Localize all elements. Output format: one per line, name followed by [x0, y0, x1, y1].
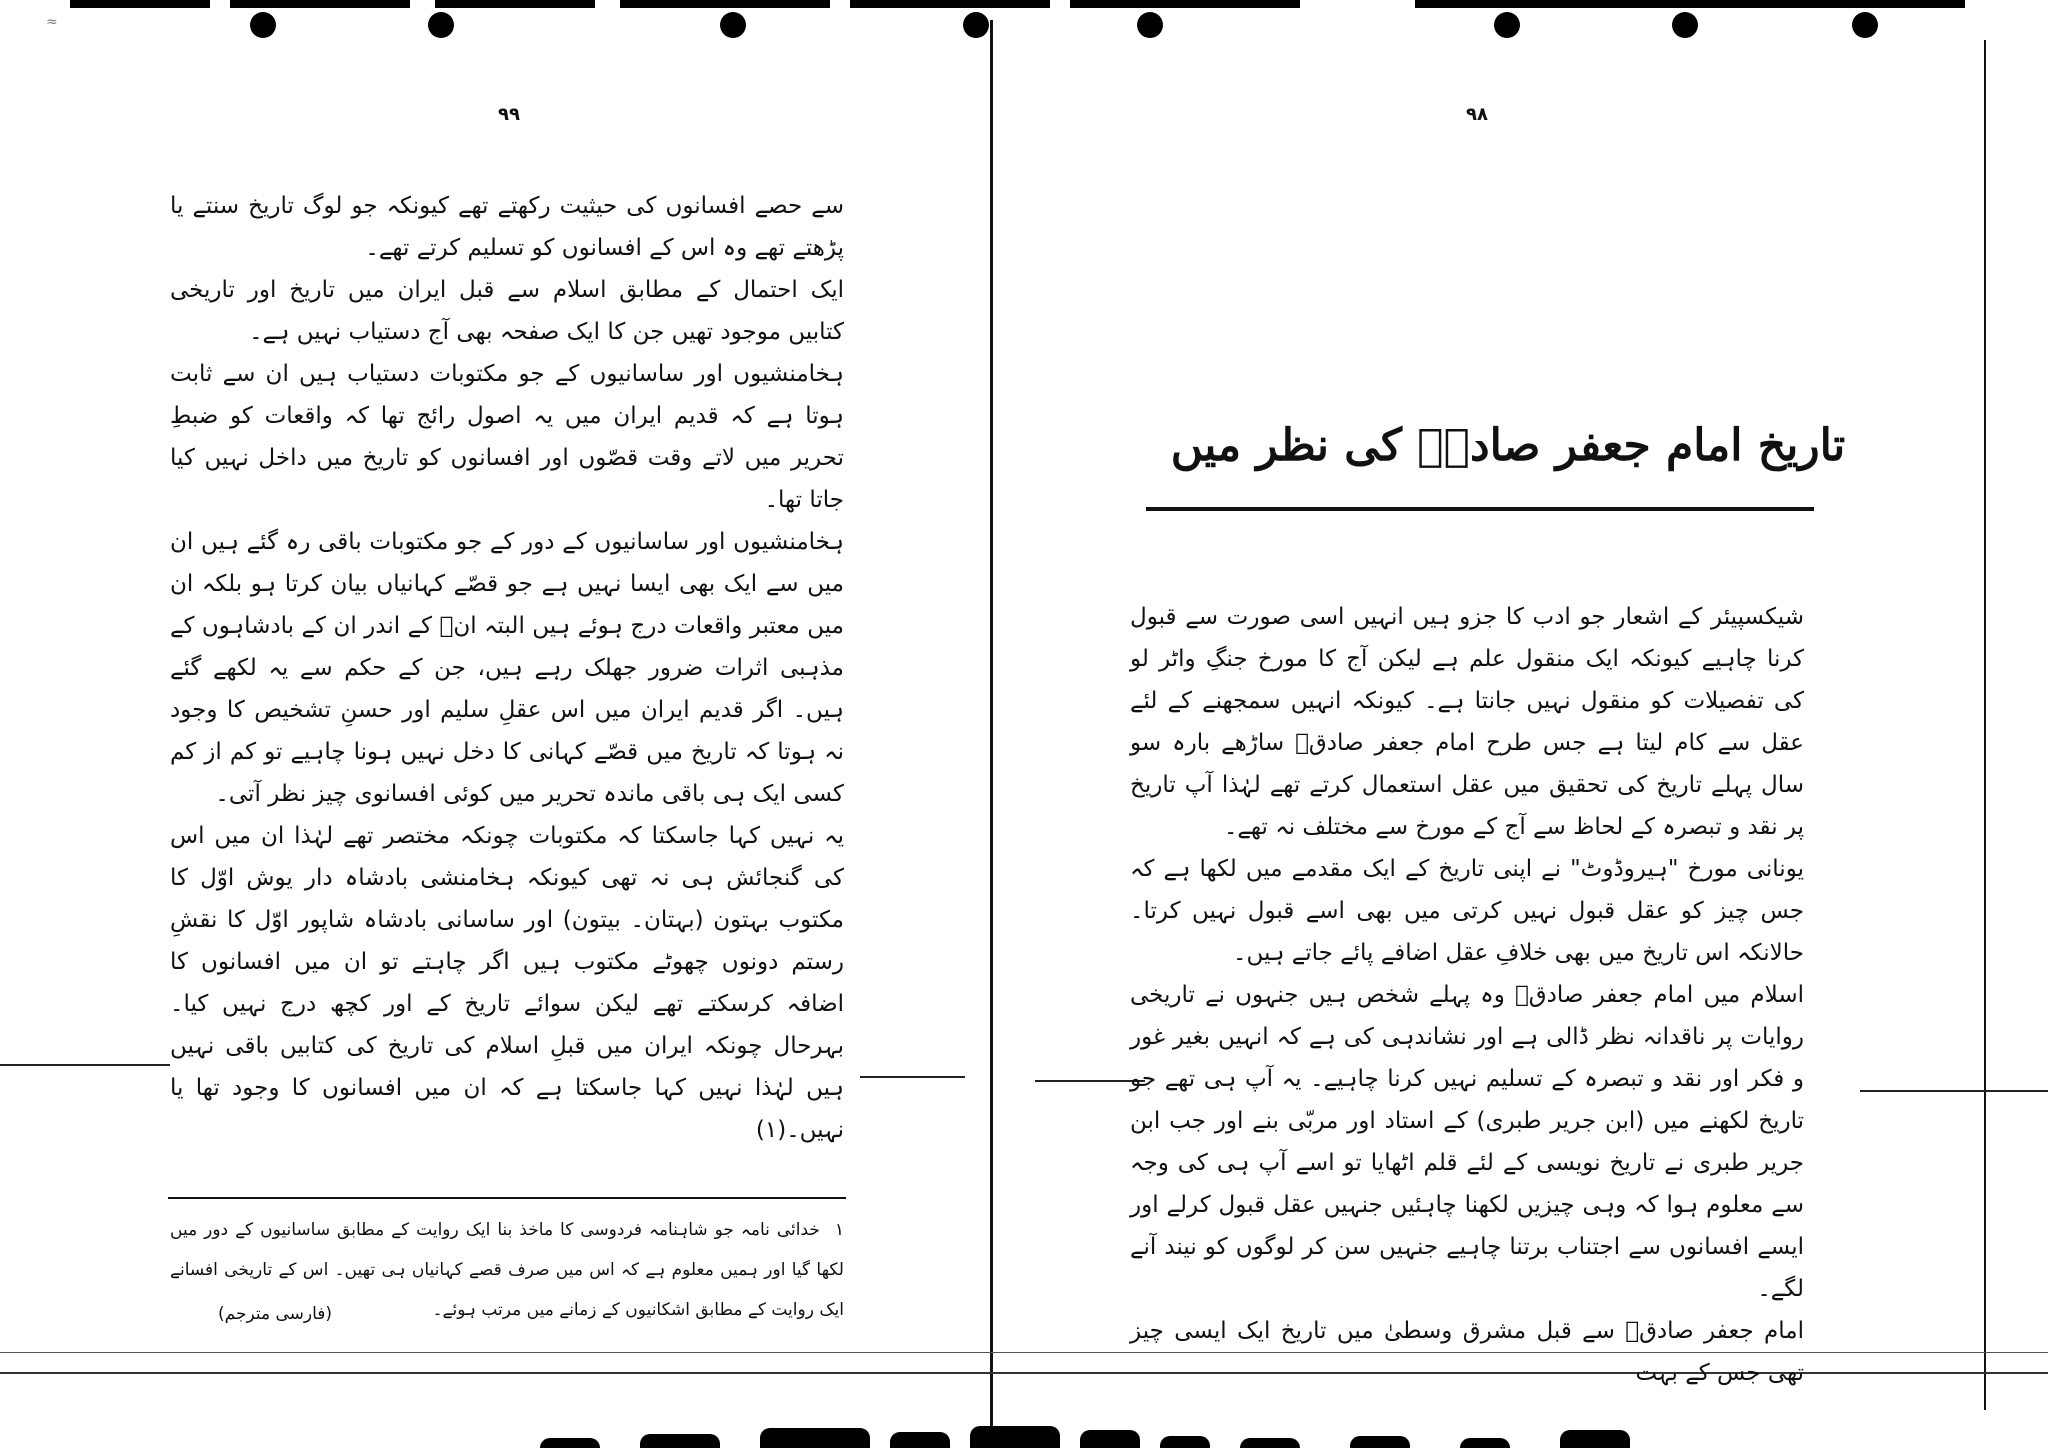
paragraph: ہخامنشیوں اور ساسانیوں کے جو مکتوبات دستیاب ہیں ان سے ثابت ہوتا ہے کہ قدیم ایران میں یہ اصول رائج تھا کہ واقعات کو ضبطِ تحریر میں لاتے وقت قصّوں اور افسانوں کو تاریخ میں داخل نہیں کیا جاتا تھا۔ — [170, 361, 844, 513]
scan-band-blob — [540, 1438, 600, 1448]
scan-crease-line — [860, 1076, 965, 1078]
scan-crease-line — [0, 1064, 170, 1066]
scan-corner-smudge: ≈ — [46, 14, 58, 30]
scan-band-segment — [1070, 0, 1300, 8]
scan-band-blob — [970, 1426, 1060, 1448]
scan-band-segment — [70, 0, 210, 8]
scan-band-segment — [230, 0, 410, 8]
footnote — [170, 1210, 844, 1334]
punch-hole — [1137, 12, 1163, 38]
scan-bottom-band — [0, 1424, 2048, 1448]
paragraph: ہخامنشیوں اور ساسانیوں کے دور کے جو مکتوبات باقی رہ گئے ہیں ان میں سے ایک بھی ایسا نہیں ہے جو قصّے کہانیاں بیان کرتا ہو بلکہ ان میں معتبر واقعات درج ہوئے ہیں البتہ انؐ کے اندر ان کے بادشاہوں کے مذہبی اثرات ضرور جھلک رہے ہیں، جن کے حکم سے یہ لکھے گئے ہیں۔ اگر قدیم ایران میں اس عقلِ سلیم اور حسنِ تشخیص کا وجود نہ ہوتا کہ تاریخ میں قصّے کہانی کا دخل نہیں ہونا چاہیے تو کم از کم کسی ایک ہی باقی ماندہ تحریر میں کوئی افسانوی چیز نظر آتی۔ — [170, 529, 844, 807]
paragraph: یہ نہیں کہا جاسکتا کہ مکتوبات چونکہ مختصر تھے لہٰذا ان میں اس کی گنجائش ہی نہ تھی کیونکہ ہخامنشی بادشاہ دار یوش اوّل کا مکتوب بہتون (بہتان۔ بیتون) اور ساسانی بادشاہ شاپور اوّل کا نقشِ رستم دونوں چھوٹے مکتوب ہیں اگر چاہتے تو ان میں افسانوں کا اضافہ کرسکتے تھے لیکن سوائے تاریخ کے اور کچھ درج نہیں کیا۔ بہرحال چونکہ ایران میں قبلِ اسلام کی تاریخ کی کتابیں باقی نہیں ہیں لہٰذا نہیں کہا جاسکتا ہے کہ ان میں افسانوں کا وجود تھا یا نہیں۔(۱) — [170, 823, 844, 1143]
page-number: ۹۹ — [498, 104, 520, 125]
scan-band-segment — [850, 0, 1050, 8]
scan-crease-line — [1860, 1090, 2048, 1092]
page-body — [1130, 596, 1804, 1386]
footnote-separator — [168, 1197, 846, 1199]
page-number: ۹۸ — [1466, 104, 1488, 125]
paragraph: سے حصے افسانوں کی حیثیت رکھتے تھے کیونکہ جو لوگ تاریخ سنتے یا پڑھتے تھے وہ اس کے افسانوں کو تسلیم کرتے تھے۔ — [170, 193, 844, 261]
paragraph: ایک احتمال کے مطابق اسلام سے قبل ایران میں تاریخ اور تاریخی کتابیں موجود تھیں جن کا ایک صفحہ بھی آج دستیاب نہیں ہے۔ — [170, 277, 844, 345]
scan-crease-line — [1035, 1080, 1145, 1082]
book-spine — [990, 20, 993, 1448]
footnote-marker: ۱ — [834, 1220, 844, 1240]
scan-band-blob — [640, 1434, 720, 1448]
punch-hole — [250, 12, 276, 38]
scan-band-segment — [1415, 0, 1965, 8]
scan-band-blob — [1080, 1430, 1140, 1448]
footnote-credit: (فارسی مترجم) — [218, 1304, 333, 1324]
punch-hole — [1852, 12, 1878, 38]
scan-band-blob — [1560, 1430, 1630, 1448]
punch-hole — [720, 12, 746, 38]
scan-band-blob — [1350, 1436, 1410, 1448]
scan-top-band — [0, 0, 2048, 12]
paragraph: شیکسپیئر کے اشعار جو ادب کا جزو ہیں انہیں اسی صورت سے قبول کرنا چاہیے کیونکہ ایک منقول علم ہے لیکن آج کا مورخ جنگِ واٹر لو کی تفصیلات کو منقول نہیں جانتا ہے۔ کیونکہ انہیں سمجھنے کے لئے عقل سے کام لیتا ہے جس طرح امام جعفر صادقؑ ساڑھے بارہ سو سال پہلے تاریخ کی تحقیق میں عقل استعمال کرتے تھے لہٰذا آپ تاریخ پر نقد و تبصرہ کے لحاظ سے آج کے مورخ سے مختلف نہ تھے۔ — [1130, 604, 1804, 840]
paragraph: یونانی مورخ "ہیروڈوٹ" نے اپنی تاریخ کے ایک مقدمے میں لکھا ہے کہ جس چیز کو عقل قبول نہیں کرتی میں بھی اسے قبول نہیں کرتا۔ حالانکہ اس تاریخ میں بھی خلافِ عقل اضافے پائے جاتے ہیں۔ — [1130, 856, 1804, 966]
chapter-title-rule — [1146, 507, 1814, 511]
punch-hole — [428, 12, 454, 38]
scan-band-segment — [620, 0, 830, 8]
scan-band-blob — [1240, 1438, 1300, 1448]
paragraph: امام جعفر صادقؑ سے قبل مشرق وسطیٰ میں تاریخ ایک ایسی چیز تھی جس کے بہت — [1130, 1318, 1804, 1386]
punch-hole — [1672, 12, 1698, 38]
paragraph: اسلام میں امام جعفر صادقؑ وہ پہلے شخص ہیں جنہوں نے تاریخی روایات پر ناقدانہ نظر ڈالی ہے اور نشاندہی کی ہے کہ انہیں بغیر غور و فکر اور نقد و تبصرہ کے تسلیم نہیں کرنا چاہیے۔ یہ آپ ہی تھے جو تاریخ لکھنے میں (ابن جریر طبری) کے استاد اور مربّی بنے اور جب ابن جریر طبری نے تاریخ نویسی کے لئے قلم اٹھایا تو اسے آپ ہی کی وجہ سے معلوم ہوا کہ وہی چیزیں لکھنا چاہئیں جنہیں عقل قبول کرلے اور ایسے افسانوں سے اجتناب برتنا چاہیے جنہیں سن کر لوگوں کو نیند آنے لگے۔ — [1130, 982, 1804, 1302]
page-body — [170, 185, 844, 1151]
punch-hole — [1494, 12, 1520, 38]
punch-hole — [963, 12, 989, 38]
right-page-edge — [1984, 40, 1986, 1410]
scan-band-blob — [1460, 1438, 1510, 1448]
scan-band-blob — [1160, 1436, 1210, 1448]
scan-band-blob — [760, 1428, 870, 1448]
chapter-title: تاریخ امام جعفر صادقؑ کی نظر میں — [1170, 420, 1846, 471]
scan-band-segment — [435, 0, 595, 8]
scan-band-blob — [890, 1432, 950, 1448]
footnote-text: خدائی نامہ جو شاہنامہ فردوسی کا ماخذ بنا ایک روایت کے مطابق ساسانیوں کے دور میں لکھا گیا اور ہمیں معلوم ہے کہ اس میں صرف قصے کہانیاں ہی تھیں۔ اس کے تاریخی افسانے ایک روایت کے مطابق اشکانیوں کے زمانے میں مرتب ہوئے۔ — [170, 1220, 844, 1320]
